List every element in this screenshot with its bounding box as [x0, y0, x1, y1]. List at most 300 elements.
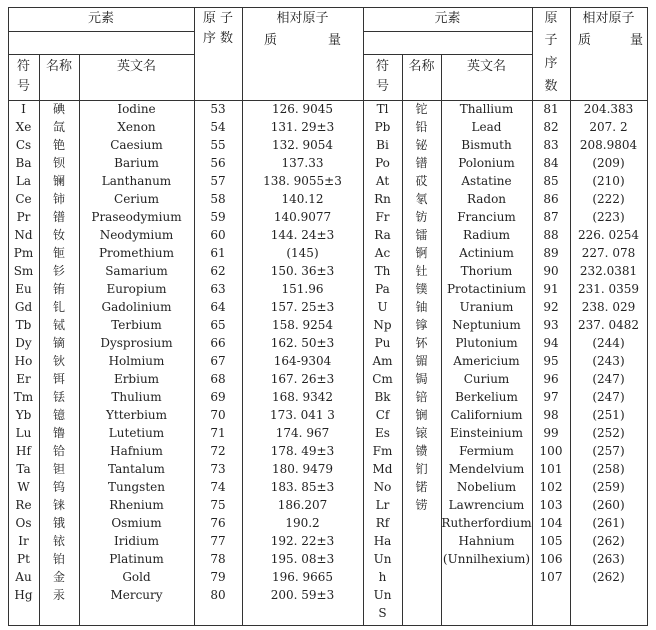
- rule-subheader-left: [8, 54, 194, 55]
- atomic-number-cell: 54: [210, 120, 226, 134]
- chinese-name-cell: 铪: [52, 444, 65, 458]
- atomic-number-cell: 63: [210, 282, 226, 296]
- atomic-number-cell: 102: [539, 480, 563, 494]
- english-name-cell: Gold: [122, 570, 151, 584]
- symbol-cell: Rn: [374, 192, 391, 206]
- header-symbol-right-line1: 符: [375, 59, 389, 74]
- header-atomic-mass-right-liang: 量: [630, 33, 644, 48]
- atomic-number-cell: 78: [210, 552, 226, 566]
- english-name-cell: Caesium: [110, 138, 163, 152]
- symbol-cell: La: [15, 174, 32, 188]
- chinese-name-cell: 铥: [52, 390, 65, 404]
- english-name-cell: Lead: [471, 120, 502, 134]
- chinese-name-cell: 镤: [415, 282, 428, 296]
- atomic-mass-cell: 227. 078: [581, 246, 636, 260]
- atomic-number-cell: 79: [210, 570, 226, 584]
- english-name-cell: Hahnium: [458, 534, 515, 548]
- atomic-mass-cell: 186.207: [277, 498, 328, 512]
- atomic-number-cell: 81: [543, 102, 559, 116]
- english-name-cell: Rutherfordium: [441, 516, 532, 530]
- atomic-mass-cell: 137.33: [281, 156, 324, 170]
- rule-element-header-left: [8, 31, 194, 32]
- atomic-mass-cell: 226. 0254: [577, 228, 640, 242]
- english-name-cell: Uranium: [459, 300, 514, 314]
- atomic-number-cell: 58: [210, 192, 226, 206]
- atomic-number-cell: 65: [210, 318, 226, 332]
- header-element-left: 元素: [87, 11, 114, 26]
- atomic-number-cell: 62: [210, 264, 226, 278]
- symbol-cell: Pu: [374, 336, 391, 350]
- atomic-mass-cell: (247): [592, 372, 625, 386]
- english-name-cell: Nobelium: [456, 480, 517, 494]
- header-atomic-number-right-1: 原: [544, 11, 558, 26]
- header-atomic-number-line1: 原 子: [202, 11, 234, 26]
- atomic-mass-cell: 174. 967: [275, 426, 330, 440]
- english-name-cell: Protactinium: [446, 282, 527, 296]
- atomic-mass-cell: (145): [286, 246, 319, 260]
- atomic-number-cell: 68: [210, 372, 226, 386]
- header-symbol-line1: 符: [16, 59, 30, 74]
- chinese-name-cell: 锔: [415, 372, 428, 386]
- chinese-name-cell: 钔: [415, 462, 428, 476]
- english-name-cell: Radon: [466, 192, 507, 206]
- chinese-name-cell: 铒: [52, 372, 65, 386]
- atomic-number-cell: 57: [210, 174, 226, 188]
- atomic-number-cell: 77: [210, 534, 226, 548]
- chinese-name-cell: 镝: [52, 336, 65, 350]
- symbol-cell: Os: [15, 516, 32, 530]
- symbol-cell: I: [21, 102, 26, 116]
- atomic-mass-cell: 196. 9665: [271, 570, 334, 584]
- english-name-cell: Holmium: [108, 354, 165, 368]
- chinese-name-cell: 金: [52, 570, 65, 584]
- rule-bottom: [8, 625, 648, 626]
- atomic-mass-cell: (223): [592, 210, 625, 224]
- chinese-name-cell: 钚: [415, 336, 428, 350]
- atomic-number-cell: 73: [210, 462, 226, 476]
- symbol-cell: Am: [372, 354, 393, 368]
- atomic-number-cell: 84: [543, 156, 559, 170]
- english-name-cell: Americium: [453, 354, 520, 368]
- atomic-mass-cell: (210): [592, 174, 625, 188]
- atomic-mass-cell: 200. 59±3: [270, 588, 335, 602]
- header-element-right: 元素: [434, 11, 461, 26]
- chinese-name-cell: 镅: [415, 354, 428, 368]
- symbol-cell: Dy: [15, 336, 32, 350]
- chinese-name-cell: 钫: [415, 210, 428, 224]
- atomic-number-cell: 60: [210, 228, 226, 242]
- atomic-mass-cell: 180. 9479: [271, 462, 334, 476]
- chinese-name-cell: 镧: [52, 174, 65, 188]
- english-name-cell: Tantalum: [108, 462, 165, 476]
- english-name-cell: Actinium: [459, 246, 514, 260]
- chinese-name-cell: 镭: [415, 228, 428, 242]
- atomic-mass-cell: (259): [592, 480, 625, 494]
- header-english-left: 英文名: [116, 59, 156, 74]
- atomic-mass-cell: 132. 9054: [271, 138, 334, 152]
- symbol-cell: h: [378, 570, 387, 584]
- symbol-cell: Lu: [15, 426, 32, 440]
- english-name-cell: Einsteinium: [450, 426, 523, 440]
- english-name-cell: Cerium: [114, 192, 159, 206]
- header-name-right: 名称: [408, 59, 435, 74]
- atomic-mass-cell: (244): [592, 336, 625, 350]
- atomic-mass-cell: (260): [592, 498, 625, 512]
- atomic-number-cell: 53: [210, 102, 226, 116]
- atomic-mass-cell: (251): [592, 408, 625, 422]
- atomic-number-cell: 70: [210, 408, 226, 422]
- header-name-left: 名称: [45, 59, 72, 74]
- atomic-mass-cell: 140.12: [281, 192, 324, 206]
- atomic-mass-cell: (261): [592, 516, 625, 530]
- english-name-cell: Erbium: [113, 372, 160, 386]
- chinese-name-cell: 碘: [52, 102, 65, 116]
- chinese-name-cell: 钆: [52, 300, 65, 314]
- atomic-mass-cell: (257): [592, 444, 625, 458]
- chinese-name-cell: 氡: [415, 192, 428, 206]
- symbol-cell: Fm: [372, 444, 393, 458]
- atomic-mass-cell: 167. 26±3: [270, 372, 335, 386]
- atomic-mass-cell: 144. 24±3: [270, 228, 335, 242]
- symbol-cell: Eu: [15, 282, 32, 296]
- english-name-cell: Bismuth: [461, 138, 512, 152]
- atomic-mass-cell: (243): [592, 354, 625, 368]
- english-name-cell: Mendelvium: [448, 462, 525, 476]
- atomic-number-cell: 55: [210, 138, 226, 152]
- chinese-name-cell: 镥: [52, 426, 65, 440]
- english-name-cell: Fermium: [459, 444, 514, 458]
- symbol-cell: Ta: [16, 462, 31, 476]
- atomic-mass-cell: (247): [592, 390, 625, 404]
- english-name-cell: Francium: [457, 210, 516, 224]
- english-name-cell: Promethium: [98, 246, 174, 260]
- atomic-number-cell: 61: [210, 246, 226, 260]
- atomic-mass-cell: 140.9077: [273, 210, 332, 224]
- atomic-mass-cell: 168. 9342: [271, 390, 334, 404]
- chinese-name-cell: 铊: [415, 102, 428, 116]
- chinese-name-cell: 镨: [52, 210, 65, 224]
- atomic-number-cell: 94: [543, 336, 559, 350]
- atomic-mass-cell: (252): [592, 426, 625, 440]
- symbol-cell: Md: [372, 462, 393, 476]
- atomic-number-cell: 103: [539, 498, 563, 512]
- chinese-name-cell: 铈: [52, 192, 65, 206]
- atomic-mass-cell: 173. 041 3: [270, 408, 335, 422]
- chinese-name-cell: 镱: [52, 408, 65, 422]
- chinese-name-cell: 铯: [52, 138, 65, 152]
- atomic-number-cell: 83: [543, 138, 559, 152]
- chinese-name-cell: 钡: [52, 156, 65, 170]
- atomic-number-cell: 96: [543, 372, 559, 386]
- atomic-number-cell: 75: [210, 498, 226, 512]
- chinese-name-cell: 钍: [415, 264, 428, 278]
- symbol-cell: Fr: [375, 210, 390, 224]
- symbol-cell: Cs: [15, 138, 32, 152]
- atomic-mass-cell: 207. 2: [589, 120, 628, 134]
- atomic-number-cell: 59: [210, 210, 226, 224]
- english-name-cell: Rhenium: [109, 498, 164, 512]
- symbol-cell: Un: [373, 552, 392, 566]
- atomic-number-cell: 66: [210, 336, 226, 350]
- symbol-cell: Pr: [16, 210, 31, 224]
- symbol-cell: U: [377, 300, 388, 314]
- chinese-name-cell: 砹: [415, 174, 428, 188]
- symbol-cell: Un: [373, 588, 392, 602]
- atomic-number-cell: 98: [543, 408, 559, 422]
- english-name-cell: Thorium: [460, 264, 513, 278]
- symbol-cell: Hf: [16, 444, 31, 458]
- atomic-number-cell: 88: [543, 228, 559, 242]
- chinese-name-cell: 镎: [415, 318, 428, 332]
- english-name-cell: Lutetium: [108, 426, 165, 440]
- chinese-name-cell: 钐: [52, 264, 65, 278]
- english-name-cell: Mercury: [110, 588, 163, 602]
- atomic-mass-cell: 131. 29±3: [270, 120, 335, 134]
- english-name-cell: Hafnium: [110, 444, 163, 458]
- atomic-mass-cell: 190.2: [285, 516, 320, 530]
- symbol-cell: Sm: [13, 264, 34, 278]
- atomic-mass-cell: 237. 0482: [577, 318, 640, 332]
- atomic-mass-cell: 238. 029: [581, 300, 636, 314]
- chinese-name-cell: 铕: [52, 282, 65, 296]
- header-symbol-line2: 号: [16, 79, 30, 94]
- chinese-name-cell: 钕: [52, 228, 65, 242]
- atomic-mass-cell: 157. 25±3: [270, 300, 335, 314]
- chinese-name-cell: 锘: [415, 480, 428, 494]
- english-name-cell: Radium: [462, 228, 511, 242]
- col-right-edge: [647, 7, 648, 626]
- atomic-mass-cell: 183. 85±3: [270, 480, 335, 494]
- english-name-cell: Neptunium: [452, 318, 521, 332]
- atomic-mass-cell: (222): [592, 192, 625, 206]
- symbol-cell: Tm: [13, 390, 34, 404]
- atomic-mass-cell: 164-9304: [273, 354, 332, 368]
- header-atomic-number-right-4: 数: [544, 79, 558, 94]
- chinese-name-cell: 铂: [52, 552, 65, 566]
- chinese-name-cell: 铀: [415, 300, 428, 314]
- english-name-cell: Neodymium: [99, 228, 174, 242]
- chinese-name-cell: 钷: [52, 246, 65, 260]
- header-english-right: 英文名: [466, 59, 506, 74]
- header-atomic-number-line2: 序 数: [202, 31, 234, 46]
- symbol-cell: Nd: [14, 228, 33, 242]
- symbol-cell: Cm: [372, 372, 393, 386]
- atomic-number-cell: 56: [210, 156, 226, 170]
- atomic-mass-cell: 195. 08±3: [270, 552, 335, 566]
- english-name-cell: Curium: [463, 372, 510, 386]
- symbol-cell: Ir: [18, 534, 29, 548]
- english-name-cell: Barium: [114, 156, 159, 170]
- chinese-name-cell: 锎: [415, 408, 428, 422]
- english-name-cell: Osmium: [111, 516, 162, 530]
- symbol-cell: Pt: [17, 552, 30, 566]
- symbol-cell: Th: [374, 264, 391, 278]
- symbol-cell: Yb: [15, 408, 32, 422]
- atomic-number-cell: 104: [539, 516, 563, 530]
- atomic-number-cell: 86: [543, 192, 559, 206]
- atomic-mass-cell: (263): [592, 552, 625, 566]
- rule-element-header-right: [363, 31, 532, 32]
- english-name-cell: Plutonium: [455, 336, 518, 350]
- atomic-number-cell: 99: [543, 426, 559, 440]
- atomic-number-cell: 92: [543, 300, 559, 314]
- atomic-number-cell: 74: [210, 480, 226, 494]
- english-name-cell: Lanthanum: [101, 174, 172, 188]
- english-name-cell: Terbium: [111, 318, 162, 332]
- symbol-cell: Lr: [375, 498, 390, 512]
- symbol-cell: Ce: [15, 192, 32, 206]
- symbol-cell: Tb: [15, 318, 32, 332]
- rule-subheader-right: [363, 54, 532, 55]
- atomic-number-cell: 105: [539, 534, 563, 548]
- atomic-mass-cell: 232.0381: [579, 264, 638, 278]
- atomic-number-cell: 80: [210, 588, 226, 602]
- english-name-cell: Thulium: [111, 390, 162, 404]
- atomic-number-cell: 101: [539, 462, 563, 476]
- atomic-mass-cell: (262): [592, 534, 625, 548]
- symbol-cell: Ha: [373, 534, 392, 548]
- english-name-cell: Iridium: [114, 534, 159, 548]
- symbol-cell: Xe: [15, 120, 32, 134]
- english-name-cell: Gadolinium: [101, 300, 172, 314]
- symbol-cell: Hg: [14, 588, 33, 602]
- symbol-cell: Gd: [14, 300, 33, 314]
- english-name-cell: Lawrencium: [448, 498, 525, 512]
- english-name-cell: Dysprosium: [100, 336, 173, 350]
- atomic-mass-cell: 204.383: [583, 102, 634, 116]
- atomic-number-cell: 76: [210, 516, 226, 530]
- atomic-number-cell: 89: [543, 246, 559, 260]
- atomic-number-cell: 100: [539, 444, 563, 458]
- atomic-mass-cell: 231. 0359: [577, 282, 640, 296]
- english-name-cell: Berkelium: [455, 390, 518, 404]
- atomic-number-cell: 82: [543, 120, 559, 134]
- symbol-cell: Es: [375, 426, 390, 440]
- atomic-mass-cell: (262): [592, 570, 625, 584]
- atomic-mass-cell: 150. 36±3: [270, 264, 335, 278]
- element-table: [8, 7, 648, 626]
- chinese-name-cell: 锕: [415, 246, 428, 260]
- symbol-cell: Ba: [15, 156, 32, 170]
- header-atomic-mass-top: 相对原子: [276, 11, 329, 26]
- chinese-name-cell: 铋: [415, 138, 428, 152]
- header-atomic-mass-liang: 量: [328, 33, 342, 48]
- chinese-name-cell: 铹: [415, 498, 428, 512]
- atomic-mass-cell: 178. 49±3: [270, 444, 335, 458]
- header-atomic-mass-right-top: 相对原子: [582, 11, 635, 26]
- atomic-number-cell: 67: [210, 354, 226, 368]
- chinese-name-cell: 铱: [52, 534, 65, 548]
- symbol-cell: No: [373, 480, 392, 494]
- english-name-cell: Polonium: [458, 156, 515, 170]
- atomic-number-cell: 69: [210, 390, 226, 404]
- symbol-cell: S: [378, 606, 387, 620]
- english-name-cell: Ytterbium: [105, 408, 168, 422]
- atomic-mass-cell: 138. 9055±3: [263, 174, 342, 188]
- english-name-cell: Praseodymium: [91, 210, 182, 224]
- symbol-cell: Pb: [374, 120, 391, 134]
- english-name-cell: Iodine: [117, 102, 156, 116]
- english-name-cell: Samarium: [105, 264, 168, 278]
- english-name-cell: Thallium: [459, 102, 514, 116]
- chinese-name-cell: 铼: [52, 498, 65, 512]
- atomic-number-cell: 87: [543, 210, 559, 224]
- symbol-cell: Cf: [375, 408, 390, 422]
- chinese-name-cell: 锫: [415, 390, 428, 404]
- chinese-name-cell: 铅: [415, 120, 428, 134]
- symbol-cell: Ac: [374, 246, 391, 260]
- atomic-mass-cell: (258): [592, 462, 625, 476]
- atomic-number-cell: 97: [543, 390, 559, 404]
- chinese-name-cell: 镨: [415, 156, 428, 170]
- symbol-cell: Re: [15, 498, 32, 512]
- english-name-cell: Europium: [106, 282, 167, 296]
- atomic-number-cell: 90: [543, 264, 559, 278]
- atomic-number-cell: 85: [543, 174, 559, 188]
- atomic-number-cell: 107: [539, 570, 563, 584]
- header-atomic-mass-right-zhi: 质: [578, 33, 592, 48]
- english-name-cell: Astatine: [461, 174, 512, 188]
- header-atomic-number-right-2: 子: [544, 33, 558, 48]
- symbol-cell: W: [17, 480, 30, 494]
- atomic-mass-cell: 208.9804: [579, 138, 638, 152]
- symbol-cell: Po: [375, 156, 390, 170]
- chinese-name-cell: 氙: [52, 120, 65, 134]
- symbol-cell: Pm: [13, 246, 34, 260]
- symbol-cell: Er: [16, 372, 31, 386]
- english-name-cell: Californium: [450, 408, 523, 422]
- english-name-cell: Xenon: [117, 120, 156, 134]
- atomic-number-cell: 71: [210, 426, 226, 440]
- atomic-mass-cell: 158. 9254: [271, 318, 334, 332]
- chinese-name-cell: 钽: [52, 462, 65, 476]
- chinese-name-cell: 锿: [415, 426, 428, 440]
- symbol-cell: Ho: [14, 354, 33, 368]
- atomic-mass-cell: (209): [592, 156, 625, 170]
- atomic-mass-cell: 162. 50±3: [270, 336, 335, 350]
- symbol-cell: Au: [15, 570, 32, 584]
- symbol-cell: Rf: [375, 516, 390, 530]
- atomic-mass-cell: 192. 22±3: [270, 534, 335, 548]
- atomic-number-cell: 72: [210, 444, 226, 458]
- chinese-name-cell: 钨: [52, 480, 65, 494]
- english-name-cell: (Unnilhexium): [442, 552, 531, 566]
- atomic-number-cell: 95: [543, 354, 559, 368]
- chinese-name-cell: 镄: [415, 444, 428, 458]
- atomic-mass-cell: 126. 9045: [271, 102, 334, 116]
- atomic-number-cell: 91: [543, 282, 559, 296]
- header-atomic-number-right-3: 序: [544, 56, 558, 71]
- symbol-cell: Bk: [374, 390, 391, 404]
- chinese-name-cell: 锇: [52, 516, 65, 530]
- chinese-name-cell: 钬: [52, 354, 65, 368]
- symbol-cell: Np: [373, 318, 392, 332]
- symbol-cell: Pa: [375, 282, 390, 296]
- header-atomic-mass-zhi: 质: [264, 33, 278, 48]
- symbol-cell: At: [375, 174, 390, 188]
- symbol-cell: Ra: [374, 228, 391, 242]
- atomic-number-cell: 93: [543, 318, 559, 332]
- atomic-number-cell: 64: [210, 300, 226, 314]
- symbol-cell: Tl: [376, 102, 389, 116]
- rule-top: [8, 7, 648, 8]
- header-symbol-right-line2: 号: [375, 79, 389, 94]
- chinese-name-cell: 汞: [52, 588, 65, 602]
- english-name-cell: Platinum: [109, 552, 164, 566]
- english-name-cell: Tungsten: [108, 480, 165, 494]
- atomic-mass-cell: 151.96: [281, 282, 324, 296]
- atomic-number-cell: 106: [539, 552, 563, 566]
